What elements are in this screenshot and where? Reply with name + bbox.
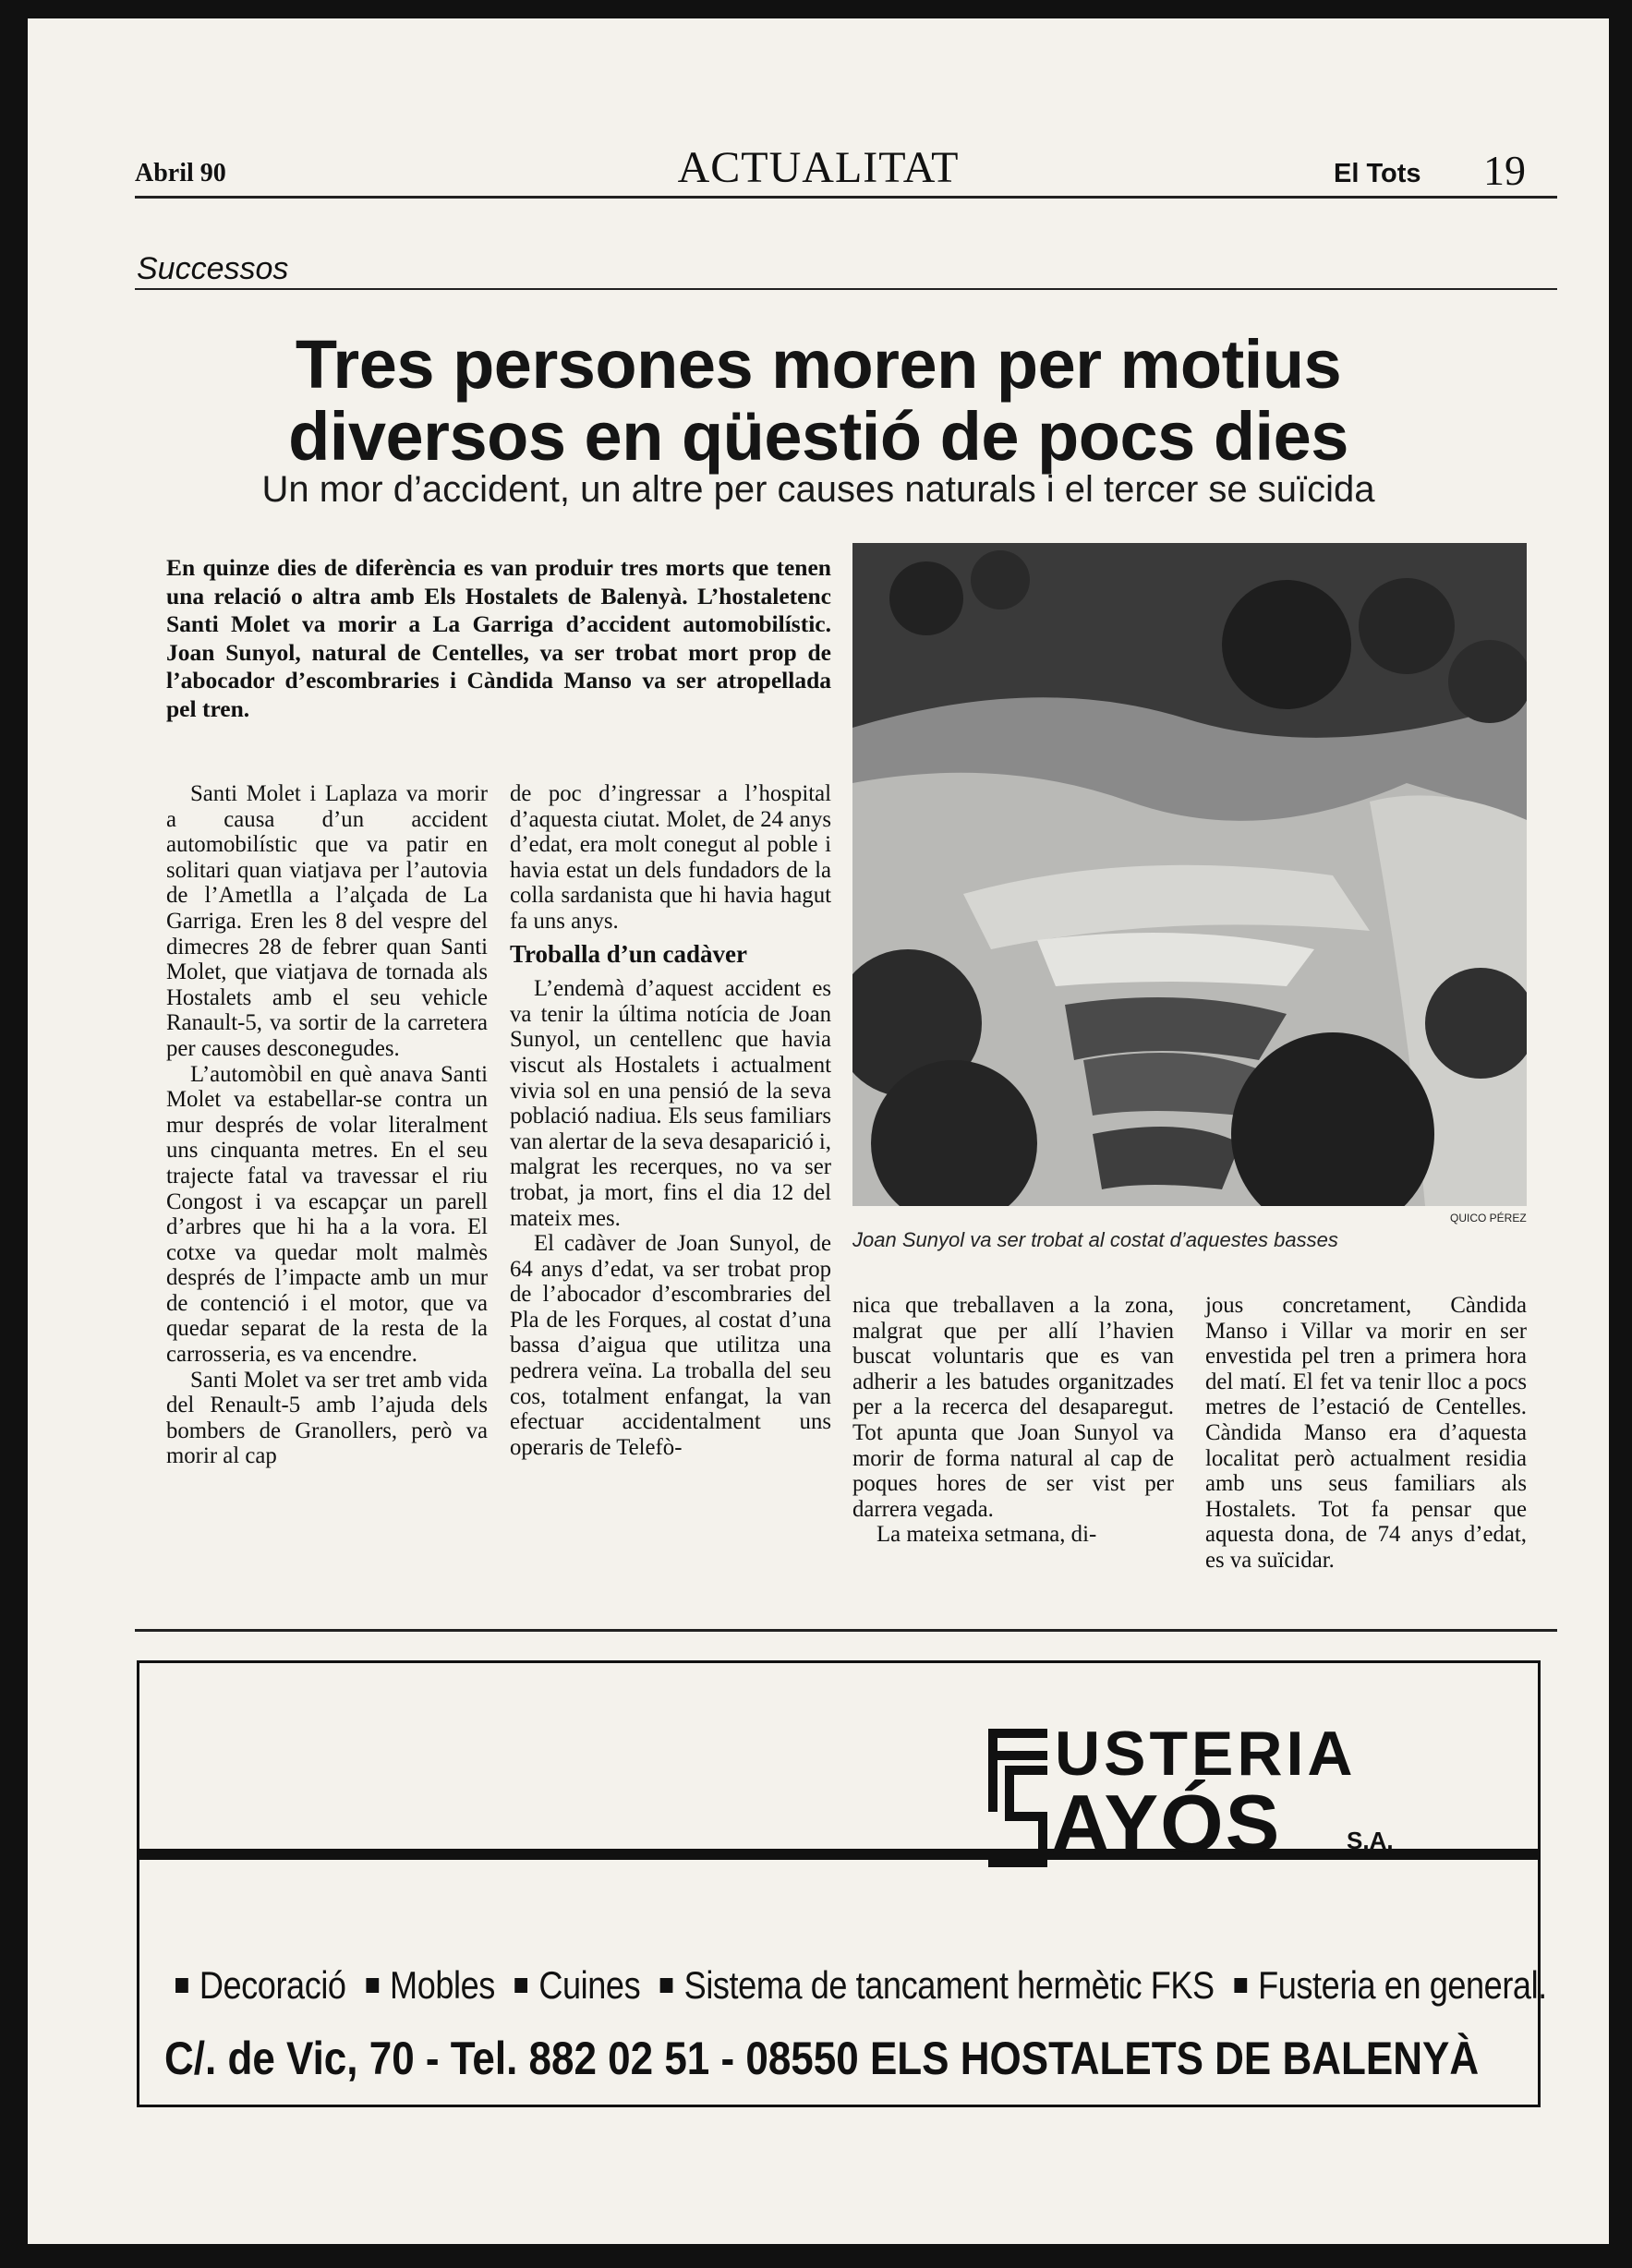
magazine-page	[28, 18, 1609, 2244]
column-1	[166, 781, 488, 1469]
column-paragraph: L’endemà d’aquest accident es va tenir la última notícia de Joan Sunyol, un centellenc que havia viscut als Hostalets i actualment vivia sol en una pensió de la seva població nadiua. Els seus familiars van alertar de la seva desaparició i, malgrat les recerques, no va ser trobat, ja mort, fins el dia 12 del mateix mes.	[510, 976, 831, 1231]
subheadline: Un mor d’accident, un altre per causes naturals i el tercer se suïcida	[261, 469, 1375, 510]
ad-logo-line-2: AYÓS	[1051, 1778, 1282, 1869]
square-bullet-icon	[1234, 1978, 1247, 1993]
ad-services-list	[164, 1963, 1547, 2008]
square-bullet-icon	[515, 1978, 528, 1993]
column-paragraph: El cadàver de Joan Sunyol, de 64 anys d’edat, va ser trobat prop de l’abocador d’escombraries del Pla de les Forques, al costat d’una bassa d’aigua que utilitza una pedrera veïna. La troballa del seu cos, totalment enfangat, la van efectuar accidentalment uns operaris de Telefò-	[510, 1231, 831, 1460]
column-4	[1205, 1293, 1527, 1574]
rubric: Successos	[137, 251, 289, 286]
ad-service-item: Sistema de tancament hermètic FKS	[683, 1963, 1215, 2007]
square-bullet-icon	[366, 1978, 379, 1993]
column-paragraph: jous concretament, Càndida Manso i Villar va morir en ser envestida pel tren a primera hora del matí. El fet va tenir lloc a pocs metres de l’estació de Centelles. Càndida Manso era d’aquesta localitat però actualment residia amb uns seus familiars als Hostalets. Tot fa pensar que aquesta dona, de 74 anys d’edat, es va suïcidar.	[1205, 1293, 1527, 1573]
ad-logo-suffix: S.A.	[1347, 1827, 1394, 1854]
quarry-photo	[852, 543, 1527, 1206]
page-number: 19	[1483, 147, 1526, 194]
square-bullet-icon	[660, 1978, 673, 1993]
column-paragraph: nica que treballaven a la zona, malgrat que per allí l’havien buscat voluntaris que es van adherir a les batudes organitzades per a la recerca del desaparegut. Tot apunta que Joan Sunyol va morir de forma natural al cap de poques hores de ser vist per darrera vegada.	[852, 1293, 1174, 1522]
column-paragraph: La mateixa setmana, di-	[876, 1522, 1097, 1548]
article-bottom-rule	[135, 1629, 1557, 1632]
column-paragraph: de poc d’ingressar a l’hospital d’aquesta ciutat. Molet, de 24 anys d’edat, era molt conegut al poble i havia estat un dels fundadors de la colla sardanista que hi havia hagut fa uns anys.	[510, 781, 831, 934]
photo-credit: QUICO PÉREZ	[1450, 1212, 1527, 1224]
square-bullet-icon	[175, 1978, 188, 1993]
section-subhead: Troballa d’un cadàver	[510, 939, 748, 968]
fusteria-logo-mark-icon	[979, 1729, 1053, 1876]
column-2	[510, 781, 831, 1460]
headline-line-2: diversos en qüestió de pocs dies	[288, 398, 1348, 475]
lead-paragraph: En quinze dies de diferència es van produir tres morts que tenen una relació o altra amb Els Hostalets de Balenyà. L’hostaletenc Santi Molet va morir a La Garriga d’accident automobilístic. Joan Sunyol, natural de Centelles, va ser trobat mort prop de l’abocador d’escombraries i Càndida Manso va ser atropellada pel tren.	[166, 554, 831, 722]
header-rule	[135, 196, 1557, 199]
headline-line-1: Tres persones moren per motius	[295, 326, 1342, 403]
ad-address: C/. de Vic, 70 - Tel. 882 02 51 - 08550 ELS HOSTALETS DE BALENYÀ	[164, 2033, 1480, 2084]
quarry-landscape-image	[852, 543, 1527, 1206]
issue-date: Abril 90	[135, 159, 226, 187]
publication-name: El Tots	[1334, 159, 1421, 188]
ad-service-item: Cuines	[538, 1963, 641, 2007]
ad-stripe	[137, 1849, 1541, 1860]
column-3	[852, 1293, 1174, 1548]
column-paragraph: L’automòbil en què anava Santi Molet va estabellar-se contra un mur després de volar literalment uns cinquanta metres. En el seu trajecte fatal va travessar el riu Congost i va escapçar un parell d’arbres que hi ha a la vora. El cotxe va quedar molt malmès després de l’impacte amb un mur de contenció i el motor, que va quedar separat de la resta de la carrosseria, es va encendre.	[166, 1061, 488, 1368]
ad-service-item: Decoració	[199, 1963, 346, 2007]
rubric-rule	[135, 288, 1557, 290]
ad-service-item: Mobles	[390, 1963, 495, 2007]
section-title: ACTUALITAT	[677, 143, 960, 192]
ad-service-item: Fusteria en general.	[1258, 1963, 1547, 2007]
photo-caption: Joan Sunyol va ser trobat al costat d’aquestes basses	[852, 1228, 1338, 1251]
column-paragraph: Santi Molet i Laplaza va morir a causa d’un accident automobilístic que va patir en solitari quan viatjava per l’autovia de l’Ametlla a l’alçada de La Garriga. Eren les 8 del vespre del dimecres 28 de febrer quan Santi Molet, que viatjava de tornada als Hostalets amb el seu vehicle Ranault-5, va sortir de la carretera per causes desconegudes.	[166, 781, 488, 1061]
column-paragraph: Santi Molet va ser tret amb vida del Renault-5 amb l’ajuda dels bombers de Granollers, però va morir al cap	[166, 1367, 488, 1469]
ad-logo-line-1: USTERIA	[1055, 1719, 1357, 1789]
